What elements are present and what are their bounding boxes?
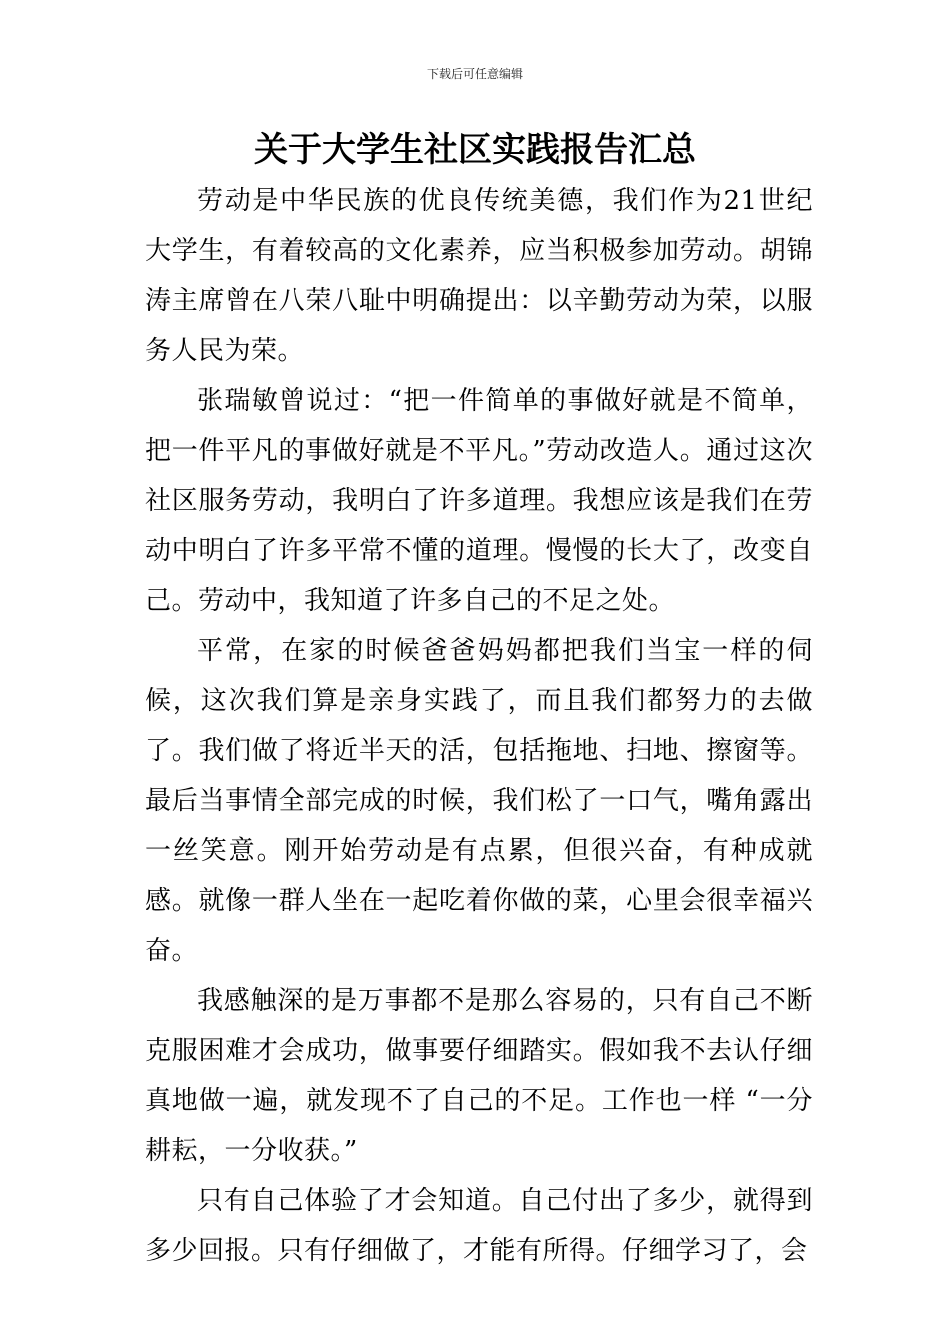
paragraph-5: 只有自己体验了才会知道。自己付出了多少，就得到多少回报。只有仔细做了，才能有所得。仔细学习了，会 bbox=[145, 1186, 813, 1266]
document-body bbox=[145, 176, 813, 1276]
paragraph-4: 我感触深的是万事都不是那么容易的，只有自己不断克服困难才会成功，做事要仔细踏实。假如我不去认仔细真地做一遍，就发现不了自己的不足。工作也一样 “一分耕耘，一分收获。” bbox=[145, 986, 813, 1166]
paragraph-3: 平常，在家的时候爸爸妈妈都把我们当宝一样的伺候，这次我们算是亲身实践了，而且我们都努力的去做了。我们做了将近半天的活，包括拖地、扫地、擦窗等。最后当事情全部完成的时候，我们松了一口气，嘴角露出一丝笑意。刚开始劳动是有点累，但很兴奋，有种成就感。就像一群人坐在一起吃着你做的菜，心里会很幸福兴奋。 bbox=[145, 636, 813, 966]
paragraph-1: 劳动是中华民族的优良传统美德，我们作为21世纪大学生，有着较高的文化素养，应当积极参加劳动。胡锦涛主席曾在八荣八耻中明确提出：以辛勤劳动为荣，以服务人民为荣。 bbox=[145, 186, 813, 366]
paragraph-2: 张瑞敏曾说过：“把一件简单的事做好就是不简单，把一件平凡的事做好就是不平凡。”劳动改造人。通过这次社区服务劳动，我明白了许多道理。我想应该是我们在劳动中明白了许多平常不懂的道理。慢慢的长大了，改变自己。劳动中，我知道了许多自己的不足之处。 bbox=[145, 386, 813, 616]
header-note: 下载后可任意编辑 bbox=[426, 67, 523, 81]
document-title: 关于大学生社区实践报告汇总 bbox=[254, 130, 696, 170]
